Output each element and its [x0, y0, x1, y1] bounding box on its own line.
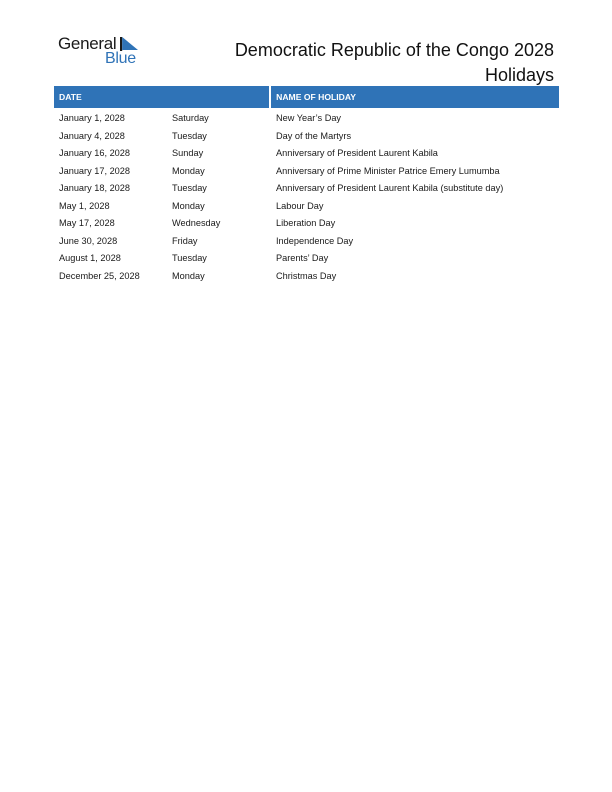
- column-header-name: NAME OF HOLIDAY: [271, 86, 559, 108]
- cell-holiday-name: Day of the Martyrs: [276, 130, 352, 141]
- table-row: [54, 163, 559, 181]
- cell-date: January 16, 2028: [59, 148, 131, 158]
- cell-holiday-name: Liberation Day: [276, 218, 336, 228]
- page-title-line-2: Holidays: [484, 65, 554, 85]
- cell-holiday-name: Christmas Day: [276, 270, 337, 281]
- cell-holiday-name: Labour Day: [276, 200, 324, 211]
- cell-date: January 1, 2028: [59, 113, 125, 123]
- cell-date: June 30, 2028: [59, 235, 118, 246]
- table-row: [54, 128, 559, 146]
- cell-day: Friday: [172, 235, 198, 246]
- logo-text-blue: Blue: [105, 50, 136, 67]
- column-header-date: DATE: [54, 86, 269, 108]
- cell-holiday-name: Independence Day: [276, 235, 354, 246]
- cell-date: May 17, 2028: [59, 218, 115, 228]
- cell-day: Tuesday: [172, 253, 207, 263]
- page-title-line-1: Democratic Republic of the Congo 2028: [234, 40, 554, 60]
- cell-holiday-name: Anniversary of President Laurent Kabila: [276, 148, 438, 158]
- cell-date: August 1, 2028: [59, 253, 121, 263]
- cell-date: January 18, 2028: [59, 183, 131, 193]
- table-row: [54, 145, 559, 163]
- table-body: [54, 108, 559, 285]
- table-row: [54, 268, 559, 286]
- cell-day: Sunday: [172, 148, 204, 158]
- cell-day: Monday: [172, 200, 205, 211]
- cell-day: Tuesday: [172, 183, 207, 193]
- table-row: [54, 198, 559, 216]
- cell-date: January 17, 2028: [59, 165, 131, 176]
- cell-day: Monday: [172, 270, 205, 281]
- cell-holiday-name: Parents’ Day: [276, 253, 329, 263]
- table-row: [54, 233, 559, 251]
- cell-holiday-name: Anniversary of Prime Minister Patrice Emery Lumumba: [276, 165, 500, 176]
- cell-date: May 1, 2028: [59, 200, 110, 211]
- cell-day: Monday: [172, 165, 205, 176]
- cell-day: Wednesday: [172, 218, 221, 228]
- flag-triangle-icon: [120, 37, 138, 51]
- table-header: [54, 86, 559, 108]
- cell-holiday-name: New Year’s Day: [276, 113, 342, 123]
- holidays-table: [54, 86, 559, 285]
- table-row: [54, 250, 559, 268]
- cell-date: December 25, 2028: [59, 270, 140, 281]
- table-row: [54, 180, 559, 198]
- generalblue-logo: [58, 34, 148, 68]
- cell-day: Tuesday: [172, 130, 207, 141]
- cell-holiday-name: Anniversary of President Laurent Kabila (substitute day): [276, 183, 504, 193]
- logo-text-general: General: [58, 34, 117, 53]
- table-row: [54, 215, 559, 233]
- page-title: [174, 38, 554, 88]
- cell-date: January 4, 2028: [59, 130, 125, 141]
- table-row: [54, 110, 559, 128]
- cell-day: Saturday: [172, 113, 209, 123]
